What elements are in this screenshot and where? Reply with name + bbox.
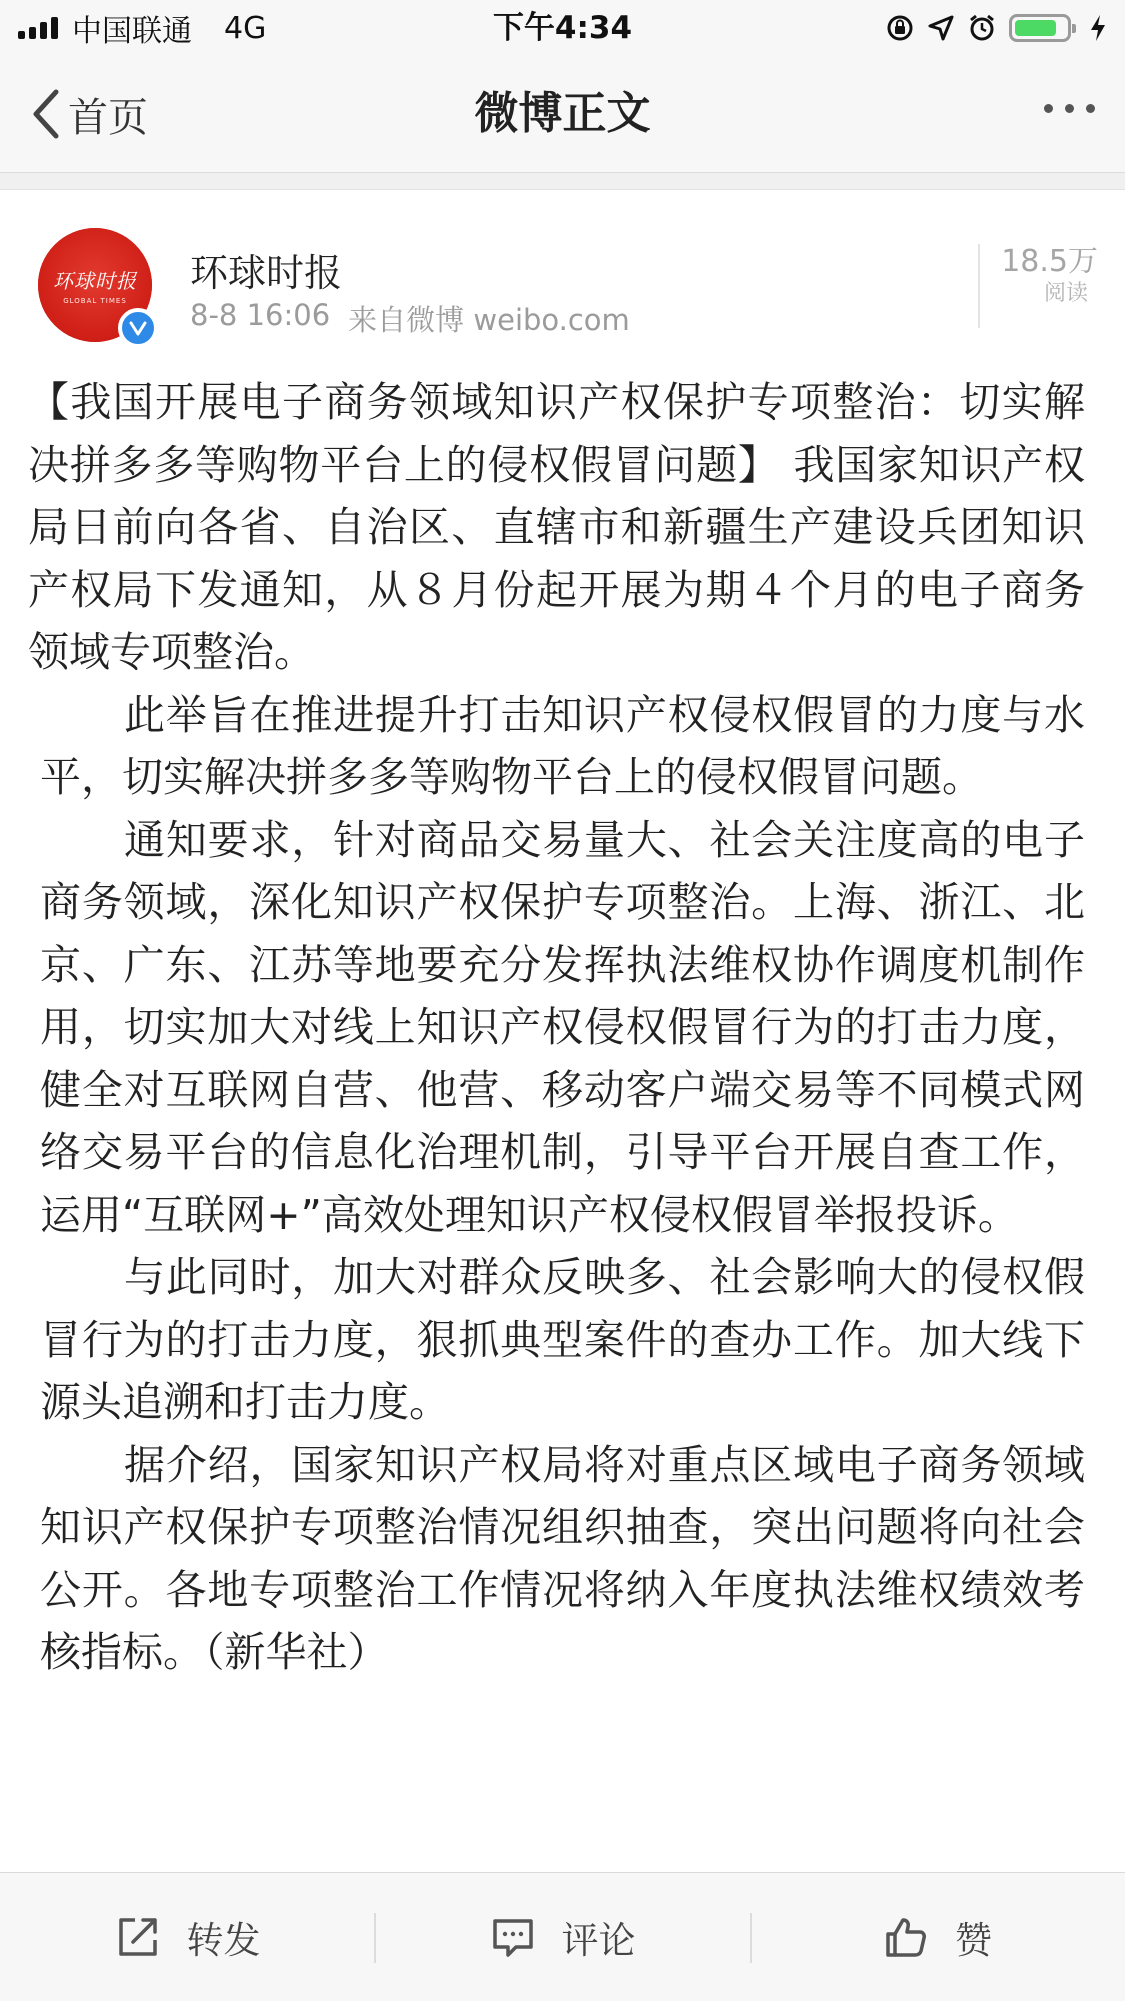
comment-label: 评论 xyxy=(561,1919,636,1962)
comment-button[interactable] xyxy=(375,1873,750,2001)
post-source: 来自微博 weibo.com xyxy=(348,303,630,337)
like-label: 赞 xyxy=(955,1919,992,1962)
comment-icon xyxy=(490,1914,536,1960)
more-icon[interactable] xyxy=(1044,104,1095,113)
avatar-logo-text: 环球时报 xyxy=(53,269,137,293)
alarm-icon xyxy=(967,13,997,43)
post-body xyxy=(28,371,1085,1684)
post-paragraph: 与此同时，加大对群众反映多、社会影响大的侵权假冒行为的打击力度，狠抓典型案件的查办工作。加大线下源头追溯和打击力度。 xyxy=(40,1253,1085,1426)
separator-band xyxy=(0,173,1125,190)
like-button[interactable] xyxy=(750,1873,1125,2001)
author-name[interactable]: 环球时报 xyxy=(190,251,343,295)
read-count-label: 阅读 xyxy=(1043,281,1088,306)
charging-icon xyxy=(1089,13,1107,43)
carrier-label: 中国联通 xyxy=(72,14,192,49)
status-time: 下午4:34 xyxy=(492,10,633,46)
post-paragraph: 据介绍，国家知识产权局将对重点区域电子商务领域知识产权保护专项整治情况组织抽查，突出问题将向社会公开。各地专项整治工作情况将纳入年度执法维权绩效考核指标。（新华社） xyxy=(40,1440,1085,1676)
network-label: 4G xyxy=(224,10,267,46)
thumbs-up-icon xyxy=(883,1914,929,1960)
repost-button[interactable] xyxy=(0,1873,375,2001)
bottom-toolbar xyxy=(0,1872,1125,2001)
navigation-bar xyxy=(0,56,1125,173)
status-bar xyxy=(0,0,1125,56)
read-count-value: 18.5万 xyxy=(1001,244,1098,279)
post-paragraph: 此举旨在推进提升打击知识产权侵权假冒的力度与水平，切实解决拼多多等购物平台上的侵权假冒问题。 xyxy=(40,690,1085,801)
avatar[interactable] xyxy=(38,228,152,342)
orientation-lock-icon xyxy=(885,13,915,43)
status-right xyxy=(885,6,1107,50)
back-label: 首页 xyxy=(68,94,148,141)
verified-badge-icon xyxy=(118,308,158,348)
battery-icon xyxy=(1009,14,1071,42)
avatar-logo-subtext: GLOBAL TIMES xyxy=(63,297,127,305)
post-paragraph: 通知要求，针对商品交易量大、社会关注度高的电子商务领域，深化知识产权保护专项整治。上海、浙江、北京、广东、江苏等地要充分发挥执法维权协作调度机制作用，切实加大对线上知识产权侵权假冒行为的打击力度，健全对互联网自营、他营、移动客户端交易等不同模式网络交易平台的信息化治理机制，引导平台开展自查工作，运用“互联网+”高效处理知识产权侵权假冒举报投诉。 xyxy=(40,815,1085,1239)
share-icon xyxy=(115,1914,161,1960)
post-header xyxy=(38,228,1098,348)
post-date: 8-8 16:06 xyxy=(190,298,331,332)
location-icon xyxy=(927,14,955,42)
repost-label: 转发 xyxy=(186,1919,261,1962)
read-count xyxy=(978,244,1098,328)
page-title: 微博正文 xyxy=(474,88,651,139)
post-paragraph: 【我国开展电子商务领域知识产权保护专项整治：切实解决拼多多等购物平台上的侵权假冒问题】 我国家知识产权局日前向各省、自治区、直辖市和新疆生产建设兵团知识产权局下发通知，从８月份起开展为期４个月的电子商务领域专项整治。 xyxy=(28,378,1085,676)
post-meta xyxy=(190,298,630,339)
